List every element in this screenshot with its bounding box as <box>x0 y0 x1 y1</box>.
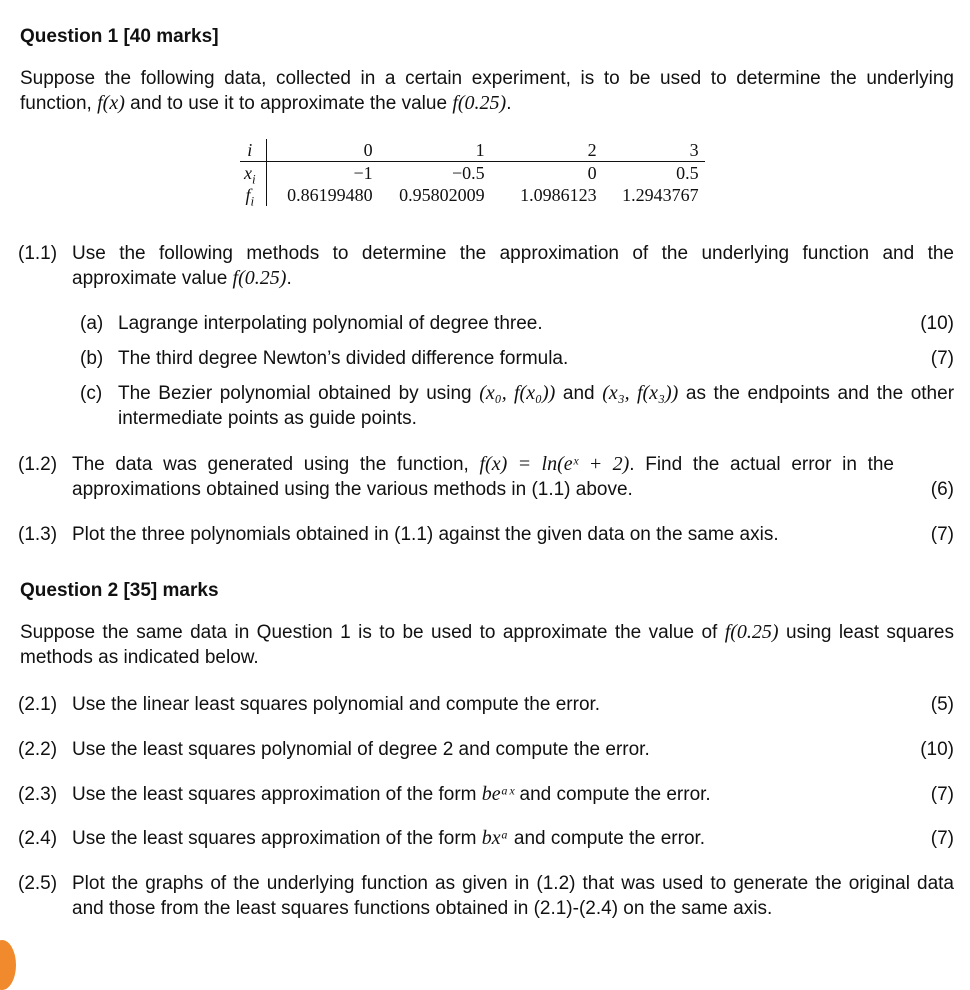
marks: (10) <box>920 739 954 760</box>
table-cell: 1 <box>379 139 491 162</box>
part-1-2: (1.2) The data was generated using the function, f(x) = ln(eˣ + 2). Find the actual error in the approximations obtained using the various methods in (1.1) above. (6) <box>18 453 954 500</box>
table-row-f <box>240 184 705 206</box>
marks: (5) <box>930 694 954 715</box>
table-cell: 0.86199480 <box>287 185 373 205</box>
table-cell: 1.2943767 <box>622 185 699 205</box>
data-table <box>240 139 705 209</box>
part-text: Use the following methods to determine the approximation of the underlying function and the approximate value f(0.25). <box>72 243 954 289</box>
table-cell: −0.5 <box>451 163 485 183</box>
table-cell: 3 <box>603 139 705 162</box>
marks: (7) <box>930 524 954 545</box>
part-label: (1.1) <box>18 243 58 264</box>
marks: (7) <box>930 784 954 805</box>
part-1-1-c: (c) The Bezier polynomial obtained by using (x₀, f(x₀)) and (x₃, f(x₃)) as the endpoints and the other intermediate points as guide points. <box>80 382 955 429</box>
table-cell: 0 <box>587 163 597 183</box>
marks: (7) <box>930 348 954 369</box>
table-cell: 0.95802009 <box>399 185 485 205</box>
question-1-heading: Question 1 [40 marks] <box>20 26 219 47</box>
table-cell: 0.5 <box>676 163 699 183</box>
table-cell: 1.0986123 <box>520 185 597 205</box>
marks: (10) <box>920 313 954 334</box>
table-cell: −1 <box>353 163 373 183</box>
marks: (6) <box>930 479 954 500</box>
table-cell: 2 <box>491 139 603 162</box>
question-2-intro: Suppose the same data in Question 1 is to be used to approximate the value of f(0.25) using least squares methods as indicated below. <box>20 621 954 668</box>
row-label-f: $f_i$ <box>240 184 266 206</box>
table-row-x <box>240 162 705 185</box>
math-f-x: f(x) <box>97 92 125 114</box>
page-corner-marker <box>0 940 16 990</box>
row-label-x: $x_i$ <box>240 162 266 185</box>
question-2-heading: Question 2 [35] marks <box>20 580 219 601</box>
row-label-i: i <box>240 139 266 162</box>
marks: (7) <box>930 828 954 849</box>
question-1-intro: Suppose the following data, collected in a certain experiment, is to be used to determine the underlying function, f(x) and to use it to approximate the value f(0.25). <box>20 68 954 114</box>
table-row-i <box>240 139 705 162</box>
table-cell: 0 <box>266 139 379 162</box>
part-2-5: (2.5) Plot the graphs of the underlying function as given in (1.2) that was used to generate the original data and those from the least squares functions obtained in (2.1)-(2.4) on the same axis. <box>18 873 954 919</box>
part-1-1 <box>18 241 954 291</box>
math-f-025: f(0.25) <box>452 92 507 114</box>
